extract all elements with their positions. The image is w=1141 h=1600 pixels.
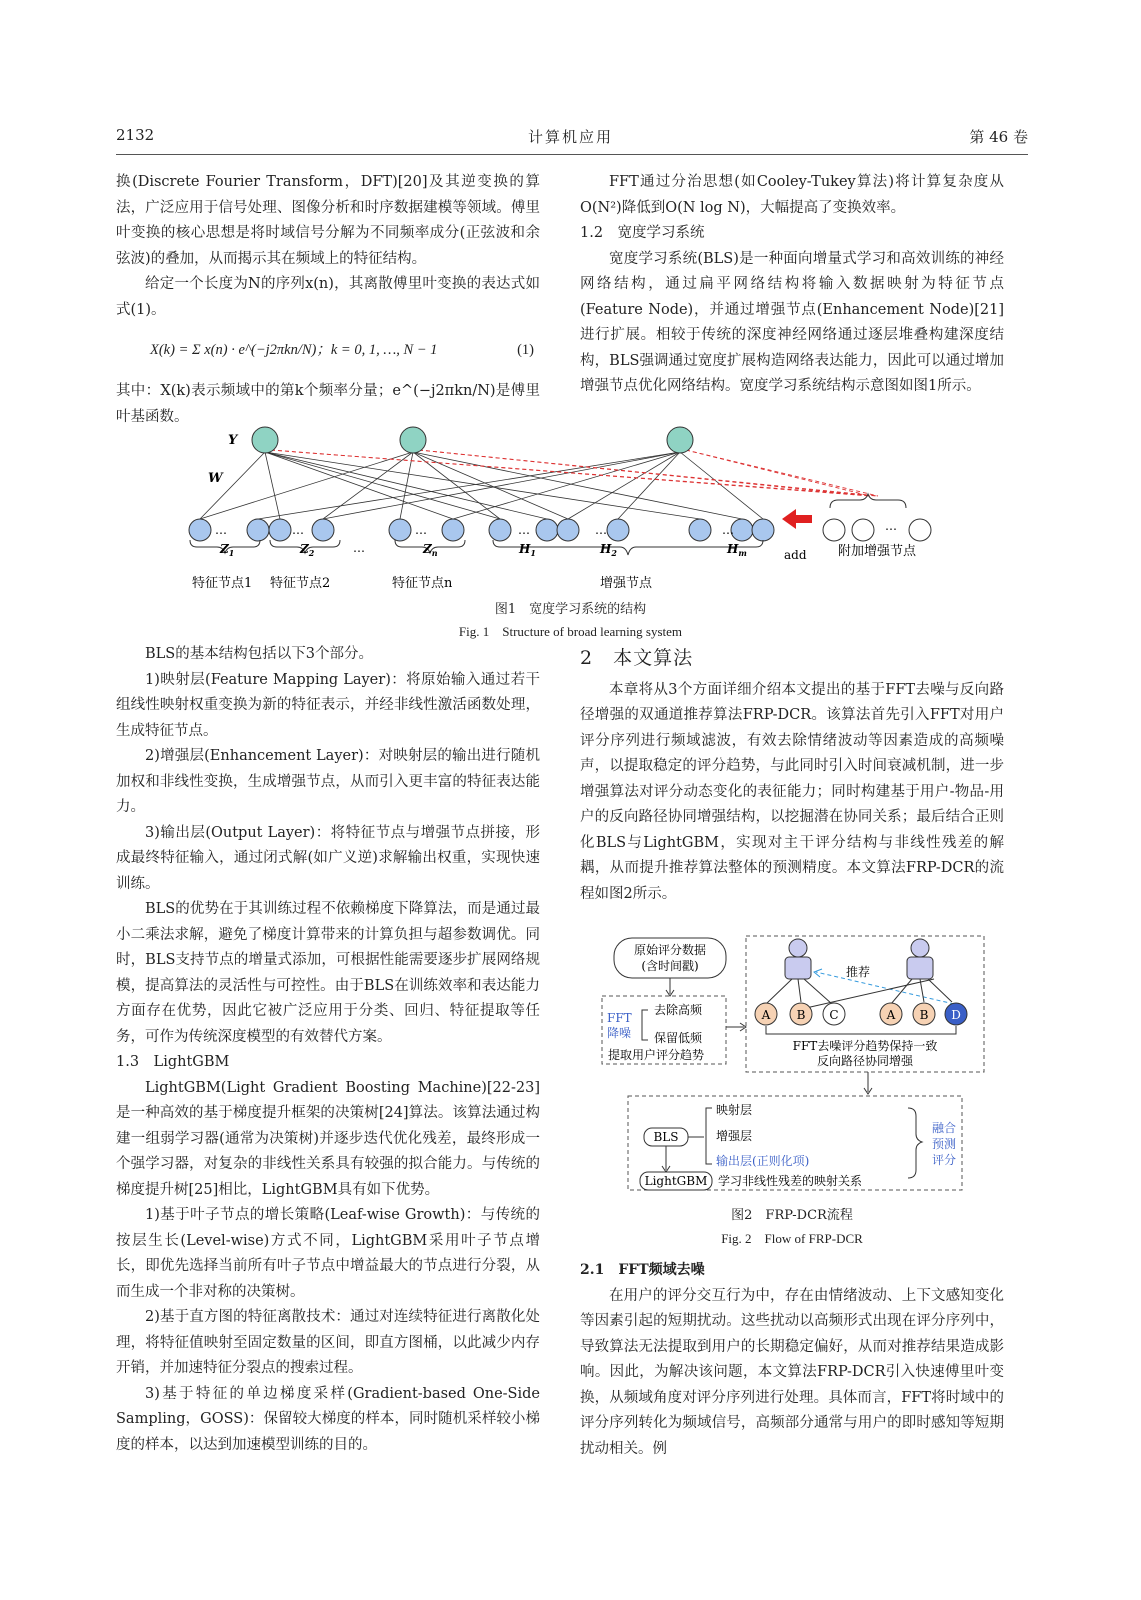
connection-line bbox=[568, 452, 680, 519]
svg-text:B: B bbox=[919, 1008, 929, 1022]
fft-label: FFT bbox=[607, 1011, 632, 1025]
output-layer-label: 输出层(正则化项) bbox=[716, 1154, 810, 1168]
feature-node bbox=[189, 519, 211, 541]
zn-label: $Z_n$ bbox=[423, 542, 438, 558]
denoise-label: 降噪 bbox=[607, 1026, 632, 1040]
right-column-main bbox=[580, 642, 1004, 907]
feature-node bbox=[442, 519, 464, 541]
paragraph: 1)基于叶子节点的增长策略(Leaf-wise Growth)：与传统的按层生长(Level-wise)方式不同，LightGBM采用叶子节点增长，即优先选择当前所有叶子节点中增益最大的节点进行分裂，从而生成一个非对称的决策树。 bbox=[116, 1207, 540, 1300]
paragraph: 宽度学习系统(BLS)是一种面向增量式学习和高效训练的神经网络结构，通过扁平网络结构将输入数据映射为特征节点(Feature Node)，并通过增强节点(Enhancement Node)[21]进行扩展。相较于传统的深度神经网络通过逐层堆叠构建深度结构，BLS强调通过宽度扩展构造网络表达能力，因此可以通过增加增强节点优化网络结构。宽度学习系统结构示意图如图1所示。 bbox=[580, 250, 1004, 394]
figure-1-bls-structure bbox=[170, 420, 950, 600]
fuse-label-2: 预测 bbox=[932, 1137, 957, 1151]
right-column-top bbox=[580, 170, 1004, 400]
figure-2-caption-cn: 图2 FRP-DCR流程 bbox=[731, 1208, 853, 1223]
paragraph: 给定一个长度为N的序列x(n)，其离散傅里叶变换的表达式如式(1)。 bbox=[116, 276, 540, 318]
page-number: 2132 bbox=[116, 126, 155, 144]
item-node-a bbox=[880, 1003, 902, 1025]
z2-label: $Z_2$ bbox=[300, 542, 315, 558]
consistent-trend-label: FFT去噪评分趋势保持一致 bbox=[792, 1039, 938, 1053]
dashed-connection bbox=[271, 450, 870, 496]
svg-text:C: C bbox=[829, 1008, 839, 1022]
svg-text:D: D bbox=[951, 1008, 961, 1022]
feature-node bbox=[269, 519, 291, 541]
section-heading: 1.3 LightGBM bbox=[116, 1054, 230, 1070]
feature-node-2-label: 特征节点2 bbox=[270, 576, 331, 591]
paragraph: LightGBM(Light Gradient Boosting Machine)[22-23]是一种高效的基于梯度提升框架的决策树[24]算法。该算法通过构建一组弱学习器(通常为决策树)并逐步迭代优化残差，最终形成一个强学习器，对复杂的非线性关系具有较强的拟合能力。与传统的梯度提升树[25]相比，LightGBM具有如下优势。 bbox=[116, 1079, 540, 1198]
paragraph: BLS的优势在于其训练过程不依赖梯度下降算法，而是通过最小二乘法求解，避免了梯度计算带来的计算负担与超参数调优。同时，BLS支持节点的增量式添加，可根据性能需要逐步扩展网络规模，提高算法的灵活性与可控性。由于BLS在训练效率和表达能力方面存在优势，因此它被广泛应用于分类、回归、特征提取等任务，可作为传统深度模型的有效替代方案。 bbox=[116, 901, 540, 1045]
connection-line bbox=[400, 452, 413, 519]
item-node-a bbox=[755, 1003, 777, 1025]
paragraph: 3)输出层(Output Layer)：将特征节点与增强节点拼接，形成最终特征输入，通过闭式解(如广义逆)求解输出权重，实现快速训练。 bbox=[116, 824, 540, 892]
keep-low-freq-label: 保留低频 bbox=[654, 1031, 703, 1045]
connection-line bbox=[265, 452, 280, 519]
section-heading: 1.2 宽度学习系统 bbox=[580, 225, 705, 241]
dashed-connection bbox=[271, 450, 878, 496]
dots: … bbox=[415, 523, 427, 537]
paragraph: FFT通过分治思想(如Cooley-Tukey算法)将计算复杂度从O(N²)降低到O(N log N)，大幅提高了变换效率。 bbox=[580, 174, 1004, 216]
dots: … bbox=[885, 519, 897, 533]
extract-trend-label: 提取用户评分趋势 bbox=[608, 1048, 705, 1062]
paragraph: 本章将从3个方面详细介绍本文提出的基于FFT去噪与反向路径增强的双通道推荐算法FRP-DCR。该算法首先引入FFT对用户评分序列进行频域滤波，有效去除情绪波动等因素造成的高频噪声，以提取稳定的评分趋势，与此同时引入时间衰减机制，进一步增强算法对评分动态变化的表征能力；同时构建基于用户-物品-用户的反向路径协同增强结构，以挖掘潜在协同关系；最后结合正则化BLS与LightGBM，实现对主干评分结构与非线性残差的解耦，从而提升推荐算法整体的预测精度。本文算法FRP-DCR的流程如图2所示。 bbox=[580, 681, 1004, 902]
extra-enhancement-node bbox=[909, 519, 931, 541]
svg-text:A: A bbox=[761, 1008, 771, 1022]
dots: … bbox=[595, 523, 607, 537]
connection-line bbox=[265, 452, 500, 519]
remove-high-freq-label: 去除高频 bbox=[654, 1003, 703, 1017]
connection-line bbox=[323, 452, 413, 519]
item-node-b bbox=[913, 1003, 935, 1025]
paragraph: 在用户的评分交互行为中，存在由情绪波动、上下文感知变化等因素引起的短期扰动。这些扰动以高频形式出现在评分序列中，导致算法无法提取到用户的长期稳定偏好，从而对推荐结果造成影响。因此，为解决该问题，本文算法FRP-DCR引入快速傅里叶变换，从频域角度对评分序列进行处理。具体而言，FFT将时域中的评分序列转化为频域信号，高频部分通常与用户的即时感知等短期扰动相关。例 bbox=[580, 1287, 1004, 1457]
output-node bbox=[400, 427, 426, 453]
connection-line bbox=[453, 452, 680, 519]
fusion-brace bbox=[908, 1108, 922, 1178]
dots: … bbox=[722, 523, 734, 537]
svg-text:B: B bbox=[796, 1008, 806, 1022]
user-icon bbox=[785, 939, 811, 979]
paragraph: BLS的基本结构包括以下3个部分。 bbox=[145, 646, 373, 662]
connection-line bbox=[265, 452, 700, 519]
extra-enhancement-node-label: 附加增强节点 bbox=[838, 544, 917, 559]
connection-line bbox=[258, 452, 680, 519]
paragraph: 其中：X(k)表示频域中的第k个频率分量；e^(−j2πkn/N)是傅里叶基函数。 bbox=[116, 383, 540, 425]
recommend-dashed-arrow bbox=[816, 972, 954, 1004]
reverse-path-label: 反向路径协同增强 bbox=[816, 1054, 914, 1068]
right-column-bottom bbox=[580, 1258, 1004, 1462]
equation-1 bbox=[116, 323, 540, 379]
y-label: Y bbox=[228, 433, 238, 448]
enhancement-node-label: 增强节点 bbox=[600, 576, 653, 591]
figure-1-caption-cn: 图1 宽度学习系统的结构 bbox=[494, 602, 647, 617]
feature-node bbox=[752, 519, 774, 541]
add-arrow-icon bbox=[782, 509, 812, 529]
feature-node bbox=[689, 519, 711, 541]
z1-label: $Z_1$ bbox=[220, 542, 235, 558]
feature-node bbox=[731, 519, 753, 541]
connection-lines bbox=[200, 452, 763, 519]
output-node bbox=[252, 427, 278, 453]
left-column-top bbox=[116, 170, 540, 430]
left-column-main bbox=[116, 642, 540, 1458]
h2-label: $H_2$ bbox=[600, 542, 617, 558]
hm-label: $H_m$ bbox=[727, 542, 747, 558]
w-label: W bbox=[208, 471, 223, 486]
feature-node bbox=[536, 519, 558, 541]
paragraph: 1)映射层(Feature Mapping Layer)：将原始输入通过若干组线性映射权重变换为新的特征表示，并经非线性激活函数处理，生成特征节点。 bbox=[116, 671, 540, 739]
dots: … bbox=[353, 541, 365, 555]
feature-node-n-label: 特征节点n bbox=[392, 576, 453, 591]
feature-node bbox=[389, 519, 411, 541]
raw-data-sublabel: (含时间戳) bbox=[641, 959, 699, 973]
feature-node bbox=[557, 519, 579, 541]
lightgbm-label: LightGBM bbox=[644, 1174, 708, 1188]
paragraph: 换(Discrete Fourier Transform，DFT)[20]及其逆变换的算法，广泛应用于信号处理、图像分析和时序数据建模等领域。傅里叶变换的核心思想是将时域信号分解为不同频率成分(正弦波和余弦波)的叠加，从而揭示其在频域上的特征结构。 bbox=[116, 174, 540, 267]
dots: … bbox=[215, 523, 227, 537]
output-node bbox=[667, 427, 693, 453]
equation-body: X(k) = Σ x(n) · e^(−j2πkn/N)；k = 0, 1, …, N − 1 bbox=[150, 342, 438, 359]
fuse-label-1: 融合 bbox=[932, 1121, 957, 1135]
extra-enhancement-node bbox=[852, 519, 874, 541]
connection-line bbox=[413, 452, 568, 519]
journal-name: 计算机应用 bbox=[527, 128, 613, 146]
item-node-b bbox=[790, 1003, 812, 1025]
feature-node bbox=[312, 519, 334, 541]
dashed-connection-lines bbox=[271, 450, 878, 496]
recommend-label: 推荐 bbox=[846, 965, 871, 979]
paragraph: 3)基于特征的单边梯度采样(Gradient-based One-Side Sampling，GOSS)：保留较大梯度的样本，同时随机采样较小梯度的样本，以达到加速模型训练的目的。 bbox=[116, 1385, 540, 1453]
equation-number: (1) bbox=[517, 342, 534, 359]
connection-line bbox=[323, 452, 680, 519]
bls-label: BLS bbox=[653, 1130, 679, 1144]
figure-1-caption-en: Fig. 1 Structure of broad learning system bbox=[458, 624, 683, 639]
feature-node bbox=[247, 519, 269, 541]
paragraph: 2)增强层(Enhancement Layer)：对映射层的输出进行随机加权和非线性变换，生成增强节点，从而引入更丰富的特征表达能力。 bbox=[116, 748, 540, 815]
dots: … bbox=[518, 523, 530, 537]
enhancement-layer-label: 增强层 bbox=[716, 1129, 753, 1143]
raw-data-label: 原始评分数据 bbox=[633, 943, 707, 957]
item-node-c bbox=[823, 1003, 845, 1025]
figure-2-caption-en: Fig. 2 Flow of FRP-DCR bbox=[721, 1231, 863, 1246]
mapping-layer-label: 映射层 bbox=[716, 1103, 753, 1117]
feature-node bbox=[489, 519, 511, 541]
dots: … bbox=[292, 523, 304, 537]
svg-text:A: A bbox=[886, 1008, 896, 1022]
chapter-heading: 2 本文算法 bbox=[580, 647, 694, 669]
header-rule bbox=[116, 154, 1028, 155]
extra-enhancement-node bbox=[823, 519, 845, 541]
item-node-d bbox=[945, 1003, 967, 1025]
h1-label: $H_1$ bbox=[519, 542, 536, 558]
feature-node bbox=[607, 519, 629, 541]
fuse-label-3: 评分 bbox=[932, 1153, 957, 1167]
layer-bracket bbox=[706, 1108, 712, 1164]
residual-label: 学习非线性残差的映射关系 bbox=[718, 1174, 863, 1188]
section-heading: 2.1 FFT频域去噪 bbox=[580, 1262, 705, 1278]
split-line bbox=[642, 1010, 648, 1040]
add-label: add bbox=[784, 548, 807, 562]
user-icon bbox=[907, 939, 933, 979]
volume-label: 第 46 卷 bbox=[969, 128, 1028, 146]
trend-bracket bbox=[766, 1026, 956, 1034]
paragraph: 2)基于直方图的特征离散技术：通过对连续特征进行离散化处理，将特征值映射至固定数量的区间，即直方图桶，以此减少内存开销，并加速特征分裂点的搜索过程。 bbox=[116, 1309, 540, 1376]
feature-node-1-label: 特征节点1 bbox=[192, 576, 253, 591]
figure-2-frp-dcr-flow bbox=[594, 932, 994, 1202]
